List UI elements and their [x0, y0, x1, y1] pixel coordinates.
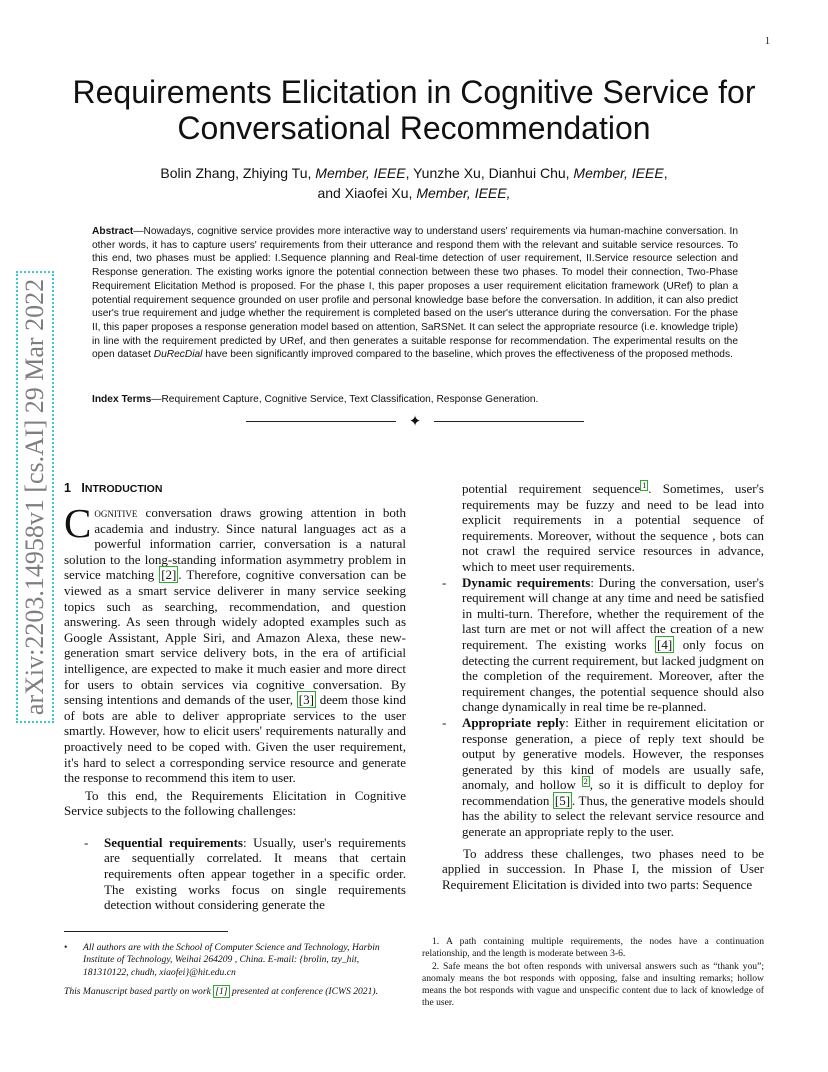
citation-link[interactable]: [1]	[215, 986, 228, 997]
paper-title: Requirements Elicitation in Cognitive Service for Conversational Recommendation	[72, 74, 756, 146]
manuscript-text-a: This Manuscript based partly on work	[64, 986, 214, 997]
challenge-label: Appropriate reply	[462, 714, 566, 730]
challenge-text: : During the conversation, user's requirement will change at any time and need be satisfied in multi-turn. Therefore, whether the requirement of the last turn are met or not will affect the creation of a new requirement. The existing works	[462, 574, 764, 652]
challenge-text: potential requirement sequence	[462, 481, 641, 496]
drop-cap: C	[64, 500, 92, 546]
membership-3: Member, IEEE,	[416, 185, 511, 201]
abstract-label: Abstract	[92, 226, 134, 237]
author-names-2: , Yunzhe Xu, Dianhui Chu,	[405, 165, 574, 181]
intro-paragraph-1	[64, 500, 406, 786]
index-terms-text: —Requirement Capture, Cognitive Service, Text Classification, Response Generation.	[151, 394, 539, 405]
author-names-3: and Xiaofei Xu,	[317, 185, 417, 201]
challenge-text: . Thus, the generative models should has the ability to select the relevant service resource and generate an appropriate reply to the user.	[462, 792, 764, 840]
intro-text-c: deem those kind of bots are able to deliver appropriate services to the user smartly. However, how to elicit users' requirements naturally and proactively need to be coped with. Given the user requirement, it's hard to select a corresponding service resource and generate the response to recommend this item to user.	[64, 692, 406, 786]
challenge-item-reply	[442, 715, 764, 840]
membership-2: Member, IEEE	[573, 165, 664, 181]
intro-text-a: conversation draws growing attention in both academia and industry. Since natural languages act as a powerful information carrier, conversation is a natural solution to the long-standing information asymmetry problem in service matching	[64, 505, 406, 583]
challenge-text: . Sometimes, user's requirements may be fuzzy and need to be lead into explicit requirements in a potential sequence of requirements. Moreover, without the sequence , bots can not crawl the required service resources in advance, which to meet user requirements.	[462, 481, 764, 574]
challenge-text: : Usually, user's requirements are sequentially correlated. It means that certain requirements often appear together in a specific order. The existing works focus on single requirements detection without considering generate the	[104, 834, 406, 913]
affiliation-text: All authors are with the School of Computer Science and Technology, Harbin Institute of Technology, Weihai 264209 , China. E-mail: {brolin, tzy_hit, 181310122, chudh, xiaofei}@hit.edu.cn	[83, 942, 380, 978]
left-column	[64, 481, 406, 913]
footnote-1: 1. A path containing multiple requirements, the nodes have a continuation relationship, and the length is moderate between 3-6.	[422, 936, 764, 960]
citation-link[interactable]: [2]	[161, 567, 177, 583]
author-affiliation-note	[64, 942, 406, 979]
intro-text-b: . Therefore, cognitive conversation can be viewed as a smart service deliverer in many service seeking topics such as searching, recommendation, and question answering. As seen through widely adopted examples such as Google Assistant, Apple Siri, and Amazon Alexa, these new-generation smart service delivery bots, in the era of artificial intelligence, are expected to make it much easier and more direct for users to obtain services via cognitive conversation. By sensing intentions and demands of the user,	[64, 567, 406, 708]
manuscript-text-b: presented at conference (ICWS 2021).	[229, 986, 378, 997]
bullet-dash: -	[442, 574, 447, 590]
section-title-first: I	[81, 481, 85, 495]
arxiv-identifier[interactable]: arXiv:2203.14958v1 [cs.AI] 29 Mar 2022	[20, 275, 50, 719]
dataset-name: DuRecDial	[153, 349, 203, 361]
arxiv-stamp	[18, 262, 52, 732]
drop-cap-continuation: ognitive	[94, 505, 138, 520]
footnote-mark[interactable]: 2	[583, 776, 588, 786]
section-number: 1	[64, 481, 71, 495]
abstract-text-2: have been significantly improved compared to the baseline, which proves the effectiveness of the proposed methods.	[202, 349, 733, 361]
intro-paragraph-2: To this end, the Requirements Elicitation in Cognitive Service subjects to the following challenges:	[64, 787, 406, 819]
citation-link[interactable]: [3]	[298, 692, 314, 708]
challenge-text: , so it is difficult to deploy for recommendation	[462, 777, 764, 808]
bullet-dash: -	[84, 834, 89, 850]
citation-link[interactable]: [5]	[554, 792, 571, 808]
divider-line-right	[434, 421, 584, 422]
divider-line-left	[246, 421, 396, 422]
challenge-item-sequential-cont	[442, 481, 764, 575]
challenge-item-dynamic	[442, 575, 764, 715]
abstract-text-1: —Nowadays, cognitive service provides more interactive way to understand users' requirements via human-machine conversation. In other words, it has to capture users' requirements from their utterance and respond them with the relevant and suitable service resources. To this end, two phases must be applied: I.Sequence planning and Real-time detection of user requirement, II.Service resource selection and Response generation. The existing works ignore the potential connection between these two phases. To model their connection, Two-Phase Requirement Elicitation Method is proposed. For the phase I, this paper proposes a user requirement elicitation framework (URef) to plan a potential requirement sequence grounded on user profile and personal knowledge base before the conversation. In addition, it can also predict user's true requirement and judge whether the requirement is completed based on the user's utterance during the conversation. For the phase II, this paper proposes a response generation model based on attention, SaRSNet. It can select the appropriate resource (i.e. knowledge triple) in line with the requirement predicted by URef, and then generates a suitable response for recommendation. The experimental results on the open dataset	[92, 226, 738, 361]
intro-paragraph-3: To address these challenges, two phases need to be applied in succession. In Phase I, the mission of User Requirement Elicitation is divided into two parts: Sequence	[442, 845, 764, 892]
page-number: 1	[765, 36, 770, 47]
citation-link[interactable]: [4]	[657, 636, 673, 652]
author-sep: ,	[663, 165, 668, 181]
challenge-item-sequential	[84, 835, 406, 913]
challenge-text: : Either in requirement elicitation or response generation, a piece of reply text should be output by generative models. However, the responses generated by this kind of models are usually safe, anomaly, and hollow	[462, 714, 764, 793]
author-list	[60, 163, 768, 203]
membership-1: Member, IEEE	[315, 165, 406, 181]
divider-star-icon: ✦	[408, 412, 422, 430]
footnote-2: 2. Safe means the bot often responds with universal answers such as “thank you”; anomaly means the bot responds with opposing, false and insulting remarks; hollow means the bot responds with vague and unspecific content due to lack of knowledge of the user.	[422, 960, 764, 1009]
bullet-icon: •	[64, 942, 68, 953]
footnotes	[422, 936, 764, 1010]
manuscript-note	[64, 986, 406, 998]
challenge-label: Sequential requirements	[104, 834, 243, 850]
author-line-2	[60, 183, 768, 203]
right-column	[442, 481, 764, 892]
section-divider	[246, 412, 584, 432]
section-title-rest: NTRODUCTION	[84, 483, 163, 495]
index-terms-label: Index Terms	[92, 394, 152, 405]
challenge-text: only focus on detecting the current requirement, but lacked judgment on the completion of the requirement. Moreover, after the requirement changes, the potential sequence should also change dynamically in real time be re-planned.	[462, 636, 764, 715]
challenge-label: Dynamic requirements	[462, 574, 591, 590]
bullet-dash: -	[442, 714, 447, 730]
author-names-1: Bolin Zhang, Zhiying Tu,	[160, 165, 316, 181]
footnote-mark[interactable]: 1	[642, 480, 647, 490]
abstract	[92, 225, 738, 362]
footnote-rule	[64, 931, 228, 932]
index-terms	[92, 393, 738, 407]
author-line-1	[60, 163, 768, 183]
section-heading	[64, 481, 406, 496]
